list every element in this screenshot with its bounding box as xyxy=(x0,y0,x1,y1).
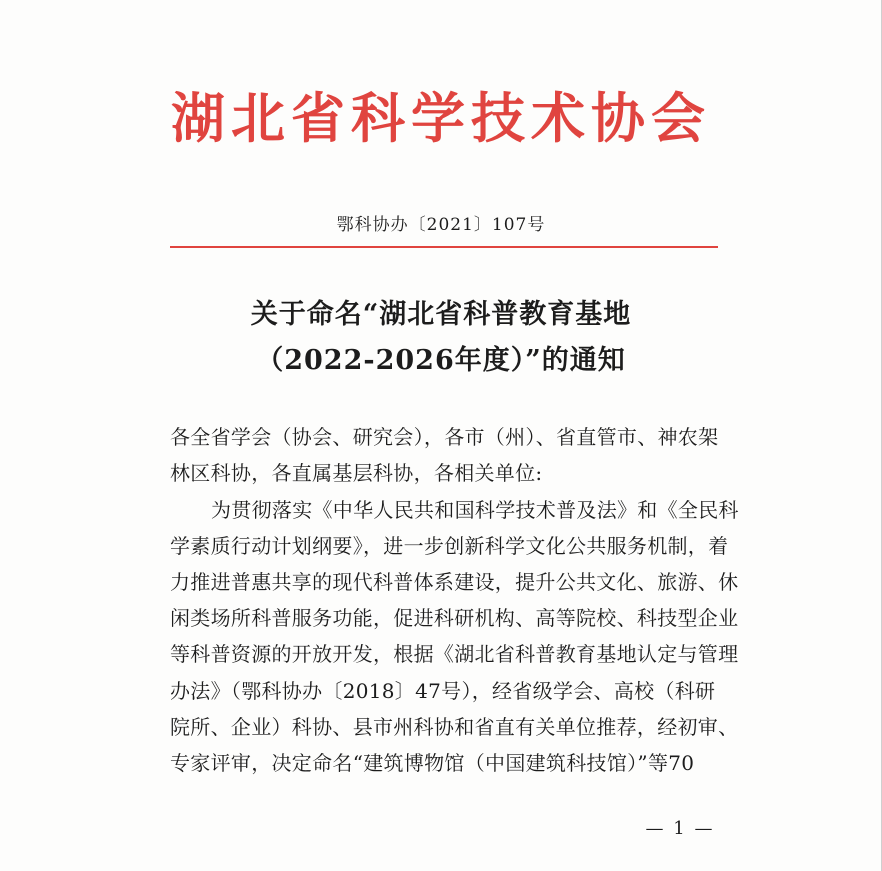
body-line: 为贯彻落实《中华人民共和国科学技术普及法》和《全民科 xyxy=(211,498,739,522)
notice-title-line-2: （2022-2026年度）”的通知 xyxy=(256,345,626,376)
red-divider-line xyxy=(170,246,718,248)
body-line: 各全省学会（协会、研究会），各市（州）、省直管市、神农架 xyxy=(170,425,719,449)
page-number: — 1 — xyxy=(645,818,715,839)
body-line: 闲类场所科普服务功能，促进科研机构、高等院校、科技型企业 xyxy=(170,606,739,630)
letterhead-title: 湖北省科学技术协会 xyxy=(171,87,711,150)
body-line: 学素质行动计划纲要》，进一步创新科学文化公共服务机制，着 xyxy=(170,534,729,558)
body-line: 办法》（鄂科协办〔2018〕47号），经省级学会、高校（科研 xyxy=(170,679,716,703)
body-line: 等科普资源的开放开发，根据《湖北省科普教育基地认定与管理 xyxy=(170,642,739,666)
body-line: 力推进普惠共享的现代科普体系建设，提升公共文化、旅游、休 xyxy=(170,570,739,594)
document-number: 鄂科协办〔2021〕107号 xyxy=(336,215,546,235)
body-line: 院所、企业）科协、县市州科协和省直有关单位推荐，经初审、 xyxy=(170,715,739,739)
notice-title-line-1: 关于命名“湖北省科普教育基地 xyxy=(250,299,632,330)
body-line: 专家评审，决定命名“建筑博物馆（中国建筑科技馆）”等70 xyxy=(170,751,695,775)
body-line: 林区科协，各直属基层科协，各相关单位: xyxy=(170,461,543,485)
